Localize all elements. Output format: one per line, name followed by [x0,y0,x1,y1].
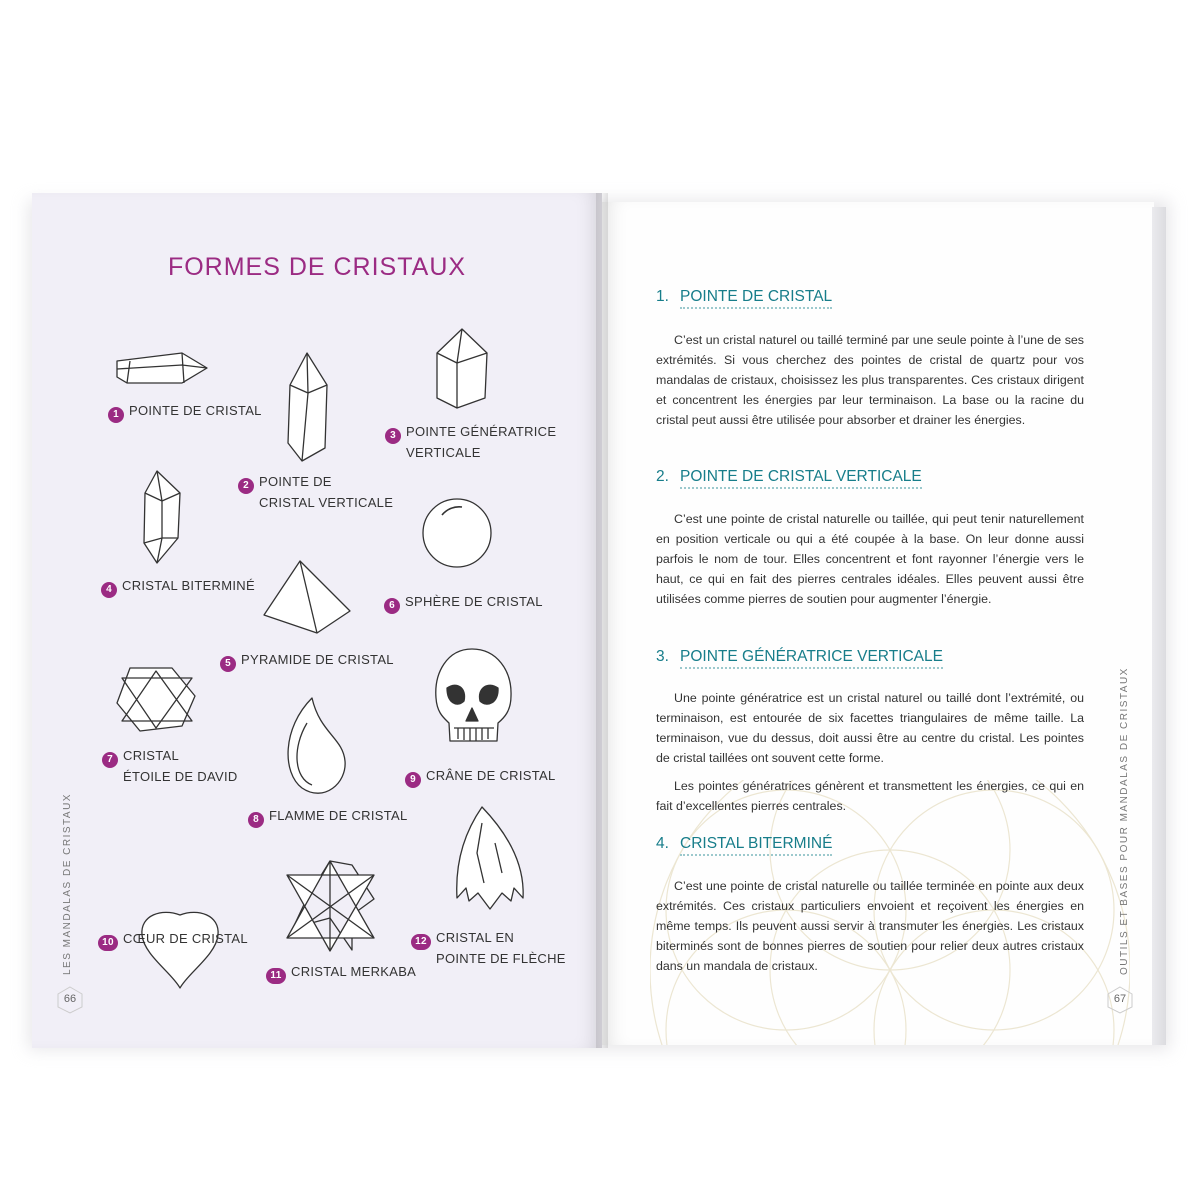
crystal-illustrations [32,193,602,1048]
shape-number-10: 10 [98,935,118,951]
shape-number-8: 8 [248,812,264,828]
section-heading-2: 2. POINTE DE CRISTAL VERTICALE [656,468,922,486]
shape-number-5: 5 [220,656,236,672]
shape-number-7: 7 [102,752,118,768]
pointe-de-cristal-icon [117,353,207,383]
chapter-title: FORMES DE CRISTAUX [167,253,467,281]
shape-label-9: 9 CRÂNE DE CRISTAL [405,767,556,788]
shape-label-8: 8 FLAMME DE CRISTAL [248,807,408,828]
shape-label-5: 5 PYRAMIDE DE CRISTAL [220,651,394,672]
cristal-etoile-de-david-icon [117,668,195,731]
page-number-right: 67 [1113,993,1127,1005]
pyramide-de-cristal-icon [264,561,350,633]
section-paragraph: C’est une pointe de cristal naturelle ou taillée, qui peut tenir naturellement en position verticale ou qui a été coupée à la base. On leur donne aussi parfois le nom de tour. Elles concentrent et font rayonner l’énergie vers le haut, ce qui en fait des pierres centrales idéales. Elles peuvent aussi être utilisées comme pierres de soutien pour augmenter l’énergie. [656,512,1084,606]
shape-number-4: 4 [101,582,117,598]
shape-label-3: 3 POINTE GÉNÉRATRICE VERTICALE [385,423,556,462]
section-heading-1: 1. POINTE DE CRISTAL [656,288,832,306]
cristal-bitermine-icon [144,471,180,563]
sphere-de-cristal-icon [423,499,491,567]
shape-label-7: 7 CRISTAL ÉTOILE DE DAVID [102,747,238,786]
shape-label-2: 2 POINTE DE CRISTAL VERTICALE [238,473,393,512]
shape-label-1: 1 POINTE DE CRISTAL [108,402,262,423]
shape-number-1: 1 [108,407,124,423]
shape-label-10: 10 CŒUR DE CRISTAL [98,930,248,951]
section-paragraph: Les pointes génératrices génèrent et transmettent les énergies, ce qui en fait d’excellentes pierres centrales. [656,779,1084,813]
section-heading-4: 4. CRISTAL BITERMINÉ [656,835,832,853]
pointe-de-cristal-verticale-icon [288,353,327,461]
shape-label-4: 4 CRISTAL BITERMINÉ [101,577,255,598]
shape-label-6: 6 SPHÈRE DE CRISTAL [384,593,543,614]
running-head-left: LES MANDALAS DE CRISTAUX [62,793,73,975]
running-head-right: OUTILS ET BASES POUR MANDALAS DE CRISTAUX [1119,667,1130,975]
cristal-pointe-de-fleche-icon [457,807,523,909]
shape-number-3: 3 [385,428,401,444]
cristal-merkaba-icon [287,861,374,951]
shape-number-9: 9 [405,772,421,788]
shape-number-12: 12 [411,934,431,950]
page-number-left-hexagon [57,986,83,1014]
shape-number-11: 11 [266,968,286,984]
shape-label-12: 12 CRISTAL EN POINTE DE FLÈCHE [411,929,566,968]
page-number-left: 66 [63,993,77,1005]
crane-de-cristal-icon [436,649,511,741]
shape-number-6: 6 [384,598,400,614]
page-edge [1152,207,1166,1045]
section-paragraph: C’est une pointe de cristal naturelle ou taillée terminée en pointe aux deux extrémités. Ces cristaux particuliers envoient et reçoivent les énergies en même temps. Ils peuvent aussi servir à transmuter les énergies. Les cristaux biterminés sont de bonnes pierres de soutien pour relier deux autres cristaux dans un mandala de cristaux. [656,879,1084,973]
pointe-generatrice-verticale-icon [437,329,487,408]
section-heading-3: 3. POINTE GÉNÉRATRICE VERTICALE [656,648,943,666]
section-paragraph: Une pointe génératrice est un cristal naturel ou taillé dont l’extrémité, ou terminaison, est entourée de six facettes triangulaires de même taille. La terminaison, vue du dessus, doit aussi être au centre du cristal. Les pointes de cristal taillées ont souvent cette forme. [656,691,1084,765]
flamme-de-cristal-icon [288,698,345,793]
shape-label-11: 11 CRISTAL MERKABA [266,963,416,984]
section-paragraph: C’est un cristal naturel ou taillé terminé par une seule pointe à l’une de ses extrémités. Si vous cherchez des pointes de cristal de quartz pour vos mandalas de cristaux, choisissez les plus transparentes. Ces cristaux dirigent et concentrent les énergies par leur terminaison. La base ou la racine du cristal peut aussi être utilisée pour absorber et drainer les énergies. [656,333,1084,427]
shape-number-2: 2 [238,478,254,494]
